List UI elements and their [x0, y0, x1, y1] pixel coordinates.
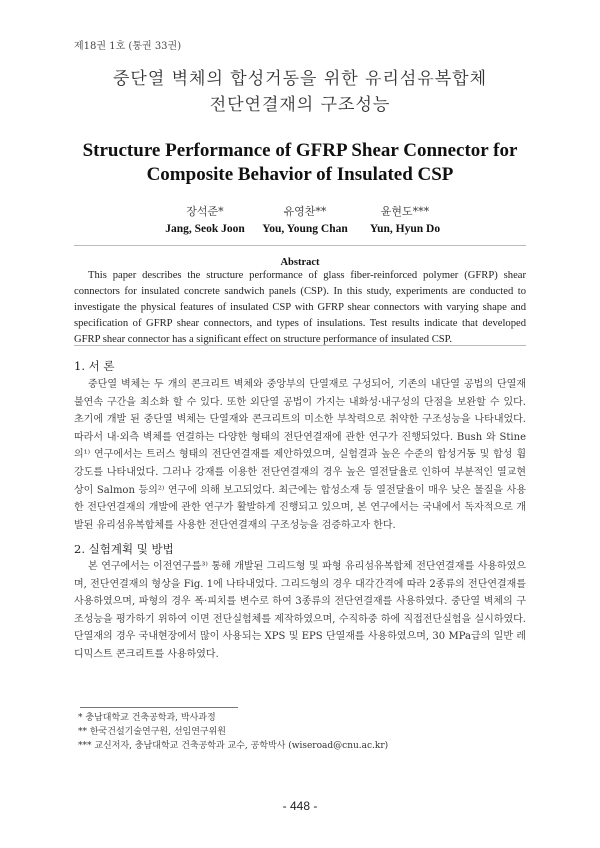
- page-number: - 448 -: [282, 799, 318, 813]
- section-2-paragraph: 본 연구에서는 이전연구를³⁾ 통해 개발된 그리드형 및 파형 유리섬유복합체 전단연결재를 사용하였으며, 전단연결재의 형상을 Fig. 1에 나타내었다. 그리드형의 경우 대각간격에 따라 2종류의 전단연결재를 사용하였으며, 파형의 경우 폭·피치를 변수로 하여 3종류의 전단연결재를 사용하였다. 중단열 벽체의 구조성능을 평가하기 위하여 이면 전단실험체를 제작하였으며, 수직하중 하에 직접전단실험을 실시하였다. 단열재의 경우 국내현장에서 많이 사용되는 XPS 및 EPS 단열재를 사용하였으며, 30 MPa급의 일반 레디믹스트 콘크리트를 사용하였다.: [74, 561, 526, 660]
- korean-title-line-2: 전단연결재의 구조성능: [209, 95, 391, 115]
- footnotes: [78, 711, 518, 753]
- author-2: [255, 203, 355, 235]
- footnote-2: ** 한국건설기술연구원, 선임연구위원: [78, 727, 226, 737]
- author-3-english-name: Yun, Hyun Do: [369, 223, 441, 235]
- author-2-korean-name: 유영찬**: [283, 205, 327, 218]
- footnote-3: *** 교신저자, 충남대학교 건축공학과 교수, 공학박사 (wiseroad@cnu.ac.kr): [78, 741, 389, 751]
- footnote-1: * 충남대학교 건축공학과, 박사과정: [78, 713, 216, 723]
- section-1-paragraph: 중단열 벽체는 두 개의 콘크리트 벽체와 중앙부의 단열재로 구성되어, 기존의 내단열 공법의 단열재 불연속 구간을 최소화 할 수 있다. 또한 외단열 공법이 가지는 내화성·내구성의 단점을 보완할 수 있다. 초기에 개발 된 중단열 벽체는 단열재와 콘크리트의 미소한 부착력으로 취약한 구조성능을 나타내었다. 따라서 내·외측 벽체를 연결하는 다양한 형태의 전단연결재에 관한 연구가 진행되었다. Bush 와 Stine의¹⁾ 연구에서는 트러스 형태의 전단연결재를 제안하였으며, 실험결과 높은 수준의 합성거동 및 합성 휨 강도를 나타내었다. 그러나 강재를 이용한 전단연결재의 경우 높은 열전달율로 인하여 부분적인 열교현상이 Salmon 등의²⁾ 연구에 의해 보고되었다. 최근에는 합성소재 등 열전달율이 매우 낮은 물질을 사용한 전단연결재의 개발에 관한 연구가 활발하게 진행되고 있으며, 본 연구에서는 국내에서 독자적으로 개발된 유리섬유복합체를 사용한 전단연결재의 구조성능을 검증하고자 한다.: [74, 379, 526, 531]
- section-1-heading: 1. 서 론: [74, 359, 115, 373]
- divider-bottom: [74, 345, 526, 346]
- korean-title-line-1: 중단열 벽체의 합성거동을 위한 유리섬유복합체: [112, 69, 488, 89]
- author-3: [360, 203, 450, 235]
- author-1-korean-name: 장석준*: [186, 205, 224, 218]
- section-2-heading: 2. 실험계획 및 방법: [74, 542, 174, 556]
- abstract-text: This paper describes the structure performance of glass fiber-reinforced polymer (GFRP) shear connectors for insulated concrete sandwich panels (CSP). In this study, experiments are conducted to investigate the physical features of insulated CSP with GFRP shear connectors with varying shape and specification of GFRP shear connectors, and types of insulations. Test results indicate that developed GFRP shear connector has a significant effect on structure performance of insulated CSP.: [74, 270, 526, 345]
- author-1-english-name: Jang, Seok Joon: [165, 223, 245, 235]
- issue-label: 제18권 1호 (통권 33권): [74, 41, 182, 52]
- author-2-english-name: You, Young Chan: [262, 223, 348, 235]
- author-3-korean-name: 윤현도***: [380, 205, 430, 218]
- english-title-line-2: Composite Behavior of Insulated CSP: [146, 164, 454, 185]
- abstract-heading: Abstract: [280, 257, 320, 268]
- author-1: [160, 203, 250, 235]
- english-title-line-1: Structure Performance of GFRP Shear Connector for: [82, 140, 518, 161]
- divider-top: [74, 245, 526, 246]
- footnote-divider: [80, 707, 238, 708]
